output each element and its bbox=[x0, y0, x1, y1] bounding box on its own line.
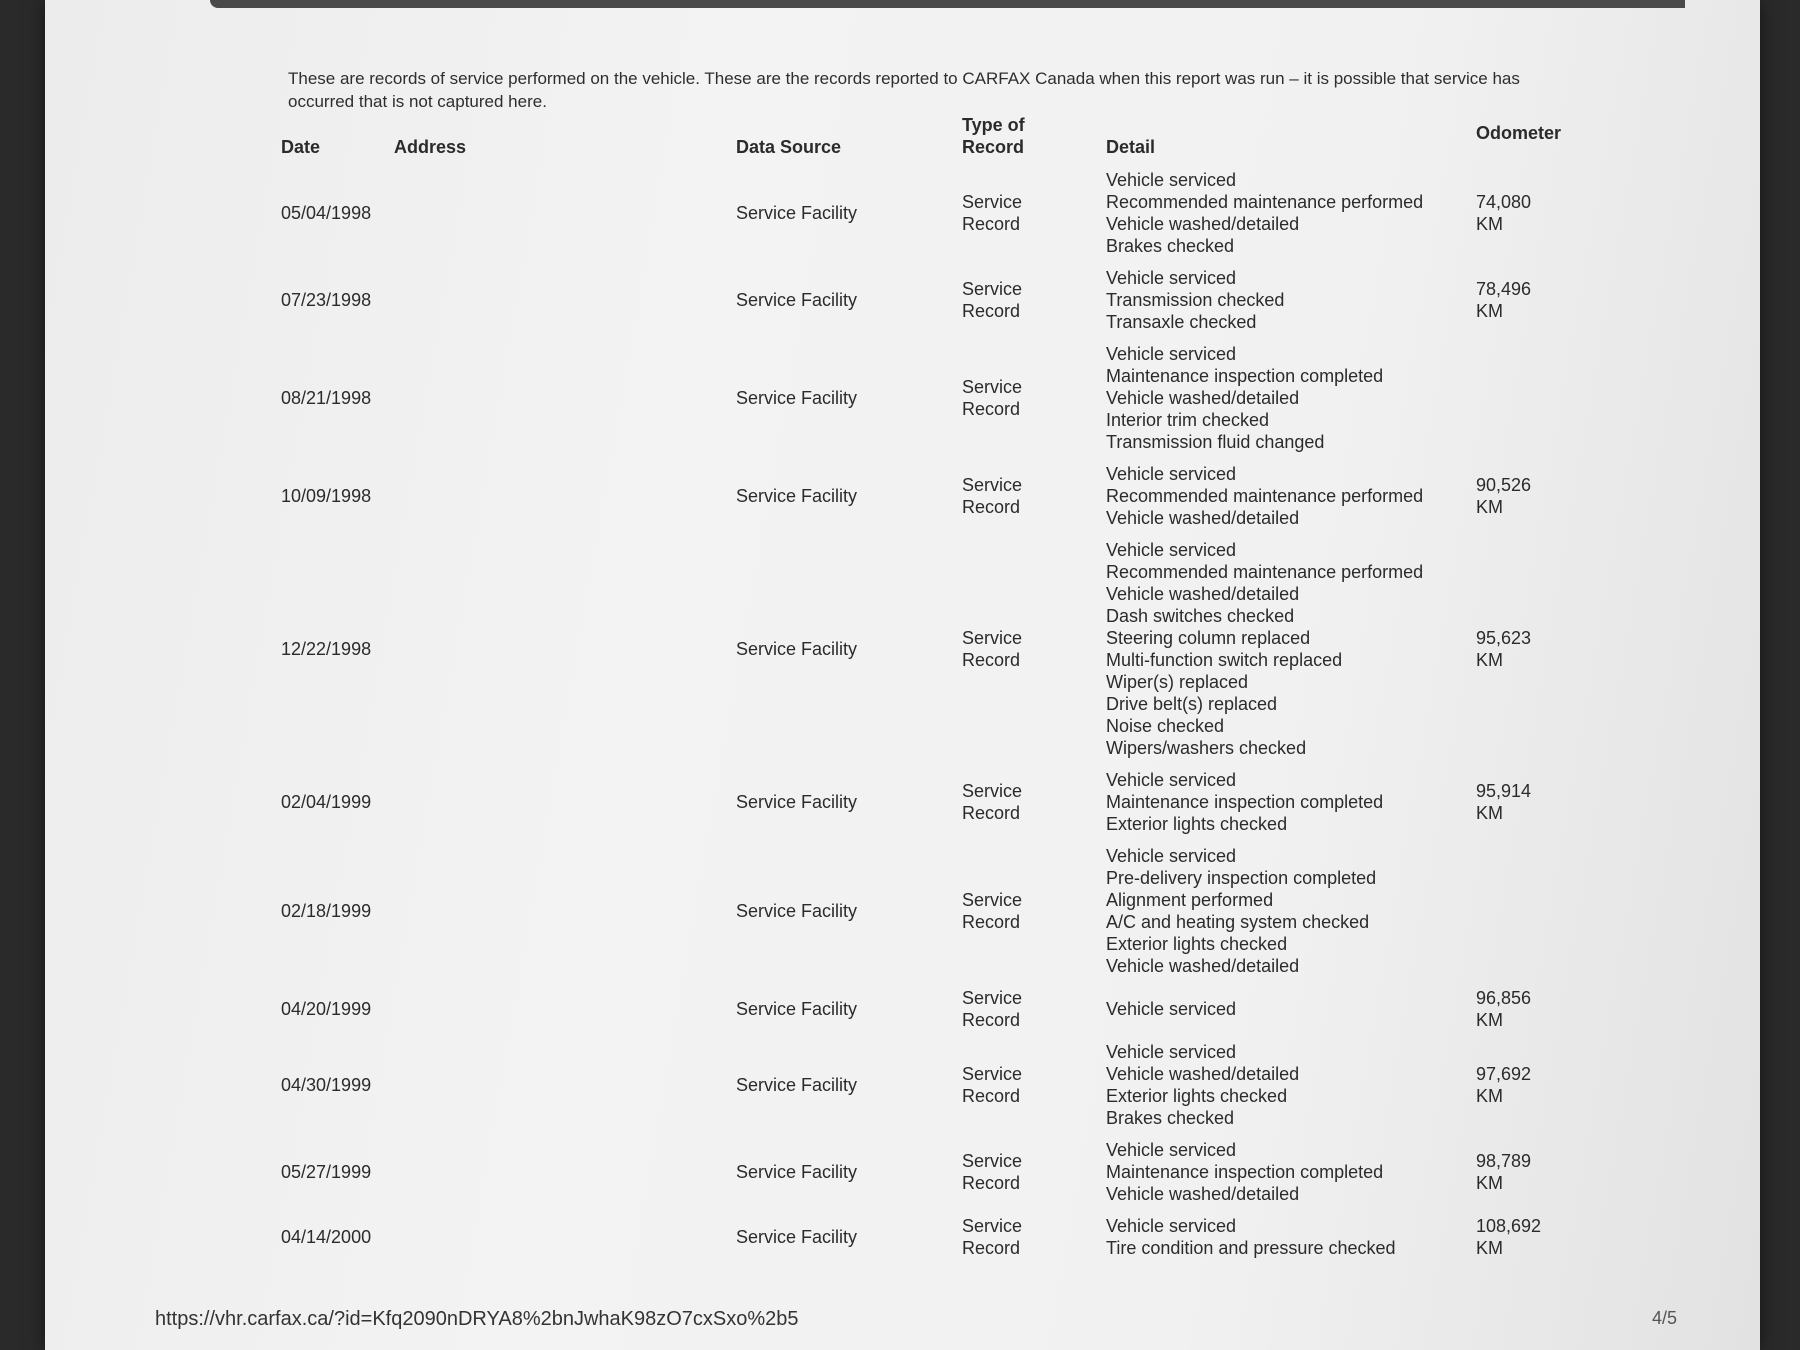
detail-item: Vehicle washed/detailed bbox=[1106, 956, 1300, 976]
type-of-record-line: Record bbox=[962, 497, 1021, 517]
service-records-table bbox=[277, 114, 1607, 1264]
cell-odometer bbox=[1472, 982, 1607, 1036]
type-of-record-line: Record bbox=[962, 912, 1021, 932]
header-detail: Detail bbox=[1106, 137, 1156, 157]
detail-item: Exterior lights checked bbox=[1106, 1086, 1288, 1106]
table-row bbox=[277, 534, 1607, 764]
cell-address bbox=[390, 982, 732, 1036]
type-of-record-line: Record bbox=[962, 214, 1021, 234]
cell-data-source: Service Facility bbox=[736, 388, 858, 408]
odometer-unit: KM bbox=[1476, 803, 1503, 823]
detail-item: Vehicle serviced bbox=[1106, 1042, 1237, 1062]
cell-date: 08/21/1998 bbox=[281, 388, 372, 408]
cell-odometer bbox=[1472, 1210, 1607, 1264]
cell-detail bbox=[1102, 338, 1472, 458]
type-of-record-line: Record bbox=[962, 1238, 1021, 1258]
detail-item: Vehicle serviced bbox=[1106, 540, 1237, 560]
cell-detail bbox=[1102, 164, 1472, 262]
odometer-value: 74,080 bbox=[1476, 192, 1532, 212]
detail-item: A/C and heating system checked bbox=[1106, 912, 1370, 932]
cell-data-source: Service Facility bbox=[736, 486, 858, 506]
cell-date: 02/18/1999 bbox=[281, 901, 372, 921]
detail-item: Vehicle washed/detailed bbox=[1106, 214, 1300, 234]
table-row bbox=[277, 1036, 1607, 1134]
type-of-record-line: Record bbox=[962, 803, 1021, 823]
cell-date: 04/30/1999 bbox=[281, 1075, 372, 1095]
cell-data-source: Service Facility bbox=[736, 1227, 858, 1247]
cell-odometer bbox=[1472, 164, 1607, 262]
cell-date: 04/14/2000 bbox=[281, 1227, 372, 1247]
page-header-bar bbox=[210, 0, 1685, 8]
detail-item: Exterior lights checked bbox=[1106, 814, 1288, 834]
table-row bbox=[277, 982, 1607, 1036]
cell-odometer bbox=[1472, 262, 1607, 338]
cell-address bbox=[390, 1210, 732, 1264]
type-of-record-line: Record bbox=[962, 399, 1021, 419]
odometer-value: 78,496 bbox=[1476, 279, 1532, 299]
header-type-of-record bbox=[958, 114, 1102, 164]
cell-type-of-record bbox=[958, 840, 1102, 982]
detail-item: Brakes checked bbox=[1106, 1108, 1235, 1128]
type-of-record-line: Service bbox=[962, 377, 1023, 397]
detail-item: Brakes checked bbox=[1106, 236, 1235, 256]
cell-date: 02/04/1999 bbox=[281, 792, 372, 812]
table-row bbox=[277, 1134, 1607, 1210]
odometer-unit: KM bbox=[1476, 1238, 1503, 1258]
odometer-unit: KM bbox=[1476, 650, 1503, 670]
detail-item: Interior trim checked bbox=[1106, 410, 1270, 430]
detail-item: Noise checked bbox=[1106, 716, 1225, 736]
type-of-record-line: Service bbox=[962, 988, 1023, 1008]
odometer-value: 96,856 bbox=[1476, 988, 1532, 1008]
header-date: Date bbox=[281, 137, 321, 157]
detail-item: Transmission fluid changed bbox=[1106, 432, 1325, 452]
cell-odometer bbox=[1472, 840, 1607, 982]
type-of-record-line: Service bbox=[962, 279, 1023, 299]
detail-item: Wiper(s) replaced bbox=[1106, 672, 1249, 692]
table-header-row bbox=[277, 114, 1607, 164]
table-row bbox=[277, 1210, 1607, 1264]
detail-item: Vehicle serviced bbox=[1106, 268, 1237, 288]
detail-item: Vehicle serviced bbox=[1106, 770, 1237, 790]
cell-detail bbox=[1102, 1210, 1472, 1264]
detail-item: Vehicle washed/detailed bbox=[1106, 1064, 1300, 1084]
cell-address bbox=[390, 840, 732, 982]
detail-item: Vehicle serviced bbox=[1106, 846, 1237, 866]
type-of-record-line: Service bbox=[962, 1151, 1023, 1171]
cell-data-source: Service Facility bbox=[736, 792, 858, 812]
cell-data-source: Service Facility bbox=[736, 1162, 858, 1182]
detail-item: Vehicle serviced bbox=[1106, 1140, 1237, 1160]
cell-address bbox=[390, 458, 732, 534]
odometer-value: 95,914 bbox=[1476, 781, 1532, 801]
cell-date: 12/22/1998 bbox=[281, 639, 372, 659]
header-odometer: Odometer bbox=[1476, 123, 1562, 143]
cell-address bbox=[390, 1036, 732, 1134]
cell-detail bbox=[1102, 1036, 1472, 1134]
detail-item: Vehicle serviced bbox=[1106, 999, 1237, 1019]
cell-detail bbox=[1102, 458, 1472, 534]
cell-data-source: Service Facility bbox=[736, 999, 858, 1019]
detail-item: Vehicle serviced bbox=[1106, 344, 1237, 364]
detail-item: Maintenance inspection completed bbox=[1106, 1162, 1384, 1182]
cell-detail bbox=[1102, 840, 1472, 982]
detail-item: Vehicle washed/detailed bbox=[1106, 584, 1300, 604]
detail-item: Transaxle checked bbox=[1106, 312, 1257, 332]
table-row bbox=[277, 840, 1607, 982]
table-row bbox=[277, 338, 1607, 458]
cell-address bbox=[390, 764, 732, 840]
detail-item: Steering column replaced bbox=[1106, 628, 1311, 648]
detail-item: Multi-function switch replaced bbox=[1106, 650, 1343, 670]
detail-item: Vehicle washed/detailed bbox=[1106, 388, 1300, 408]
detail-item: Wipers/washers checked bbox=[1106, 738, 1307, 758]
detail-item: Dash switches checked bbox=[1106, 606, 1295, 626]
page-number: 4/5 bbox=[1652, 1308, 1678, 1328]
cell-data-source: Service Facility bbox=[736, 1075, 858, 1095]
detail-item: Vehicle serviced bbox=[1106, 170, 1237, 190]
detail-item: Vehicle washed/detailed bbox=[1106, 508, 1300, 528]
type-of-record-line: Service bbox=[962, 1216, 1023, 1236]
cell-address bbox=[390, 338, 732, 458]
type-of-record-line: Service bbox=[962, 628, 1023, 648]
cell-type-of-record bbox=[958, 764, 1102, 840]
cell-data-source: Service Facility bbox=[736, 901, 858, 921]
detail-item: Recommended maintenance performed bbox=[1106, 562, 1424, 582]
type-of-record-line: Record bbox=[962, 301, 1021, 321]
header-type-line2: Record bbox=[962, 137, 1025, 157]
cell-type-of-record bbox=[958, 262, 1102, 338]
odometer-value: 90,526 bbox=[1476, 475, 1532, 495]
cell-type-of-record bbox=[958, 164, 1102, 262]
type-of-record-line: Record bbox=[962, 1010, 1021, 1030]
table-row bbox=[277, 164, 1607, 262]
table-row bbox=[277, 262, 1607, 338]
cell-odometer bbox=[1472, 1036, 1607, 1134]
table-row bbox=[277, 458, 1607, 534]
type-of-record-line: Record bbox=[962, 1173, 1021, 1193]
detail-item: Vehicle serviced bbox=[1106, 1216, 1237, 1236]
header-data-source: Data Source bbox=[736, 137, 842, 157]
odometer-value: 95,623 bbox=[1476, 628, 1532, 648]
type-of-record-line: Service bbox=[962, 475, 1023, 495]
cell-data-source: Service Facility bbox=[736, 203, 858, 223]
detail-item: Vehicle serviced bbox=[1106, 464, 1237, 484]
cell-date: 05/04/1998 bbox=[281, 203, 372, 223]
detail-item: Pre-delivery inspection completed bbox=[1106, 868, 1377, 888]
cell-data-source: Service Facility bbox=[736, 290, 858, 310]
detail-item: Maintenance inspection completed bbox=[1106, 792, 1384, 812]
cell-date: 10/09/1998 bbox=[281, 486, 372, 506]
detail-item: Alignment performed bbox=[1106, 890, 1274, 910]
cell-detail bbox=[1102, 982, 1472, 1036]
cell-odometer bbox=[1472, 1134, 1607, 1210]
cell-detail bbox=[1102, 764, 1472, 840]
table-row bbox=[277, 764, 1607, 840]
detail-item: Recommended maintenance performed bbox=[1106, 192, 1424, 212]
odometer-value: 108,692 bbox=[1476, 1216, 1542, 1236]
detail-item: Vehicle washed/detailed bbox=[1106, 1184, 1300, 1204]
cell-type-of-record bbox=[958, 1134, 1102, 1210]
cell-address bbox=[390, 164, 732, 262]
odometer-unit: KM bbox=[1476, 1086, 1503, 1106]
cell-detail bbox=[1102, 534, 1472, 764]
cell-type-of-record bbox=[958, 338, 1102, 458]
cell-type-of-record bbox=[958, 458, 1102, 534]
type-of-record-line: Record bbox=[962, 650, 1021, 670]
odometer-unit: KM bbox=[1476, 301, 1503, 321]
cell-odometer bbox=[1472, 764, 1607, 840]
odometer-unit: KM bbox=[1476, 1173, 1503, 1193]
odometer-unit: KM bbox=[1476, 497, 1503, 517]
type-of-record-line: Record bbox=[962, 1086, 1021, 1106]
cell-date: 07/23/1998 bbox=[281, 290, 372, 310]
header-type-line1: Type of bbox=[962, 115, 1025, 135]
detail-item: Exterior lights checked bbox=[1106, 934, 1288, 954]
detail-item: Tire condition and pressure checked bbox=[1106, 1238, 1396, 1258]
cell-odometer bbox=[1472, 458, 1607, 534]
odometer-value: 98,789 bbox=[1476, 1151, 1532, 1171]
cell-date: 04/20/1999 bbox=[281, 999, 372, 1019]
type-of-record-line: Service bbox=[962, 1064, 1023, 1084]
cell-type-of-record bbox=[958, 982, 1102, 1036]
type-of-record-line: Service bbox=[962, 192, 1023, 212]
cell-detail bbox=[1102, 1134, 1472, 1210]
odometer-unit: KM bbox=[1476, 214, 1503, 234]
intro-text: These are records of service performed on the vehicle. These are the records reported to CARFAX Canada when this report was run – it is possible that service has occurred that is not captured here. bbox=[288, 69, 1520, 111]
cell-type-of-record bbox=[958, 1036, 1102, 1134]
cell-detail bbox=[1102, 262, 1472, 338]
cell-type-of-record bbox=[958, 1210, 1102, 1264]
detail-item: Transmission checked bbox=[1106, 290, 1285, 310]
cell-address bbox=[390, 534, 732, 764]
header-address: Address bbox=[394, 137, 467, 157]
cell-address bbox=[390, 1134, 732, 1210]
records-body bbox=[277, 164, 1607, 1264]
detail-item: Maintenance inspection completed bbox=[1106, 366, 1384, 386]
detail-item: Recommended maintenance performed bbox=[1106, 486, 1424, 506]
type-of-record-line: Service bbox=[962, 890, 1023, 910]
cell-address bbox=[390, 262, 732, 338]
type-of-record-line: Service bbox=[962, 781, 1023, 801]
cell-odometer bbox=[1472, 338, 1607, 458]
cell-odometer bbox=[1472, 534, 1607, 764]
cell-data-source: Service Facility bbox=[736, 639, 858, 659]
footer-url[interactable]: https://vhr.carfax.ca/?id=Kfq2090nDRYA8%2bnJwhaK98zO7cxSxo%2b5 bbox=[155, 1308, 799, 1330]
cell-type-of-record bbox=[958, 534, 1102, 764]
odometer-value: 97,692 bbox=[1476, 1064, 1532, 1084]
report-page bbox=[45, 0, 1760, 1350]
cell-date: 05/27/1999 bbox=[281, 1162, 372, 1182]
detail-item: Drive belt(s) replaced bbox=[1106, 694, 1278, 714]
odometer-unit: KM bbox=[1476, 1010, 1503, 1030]
